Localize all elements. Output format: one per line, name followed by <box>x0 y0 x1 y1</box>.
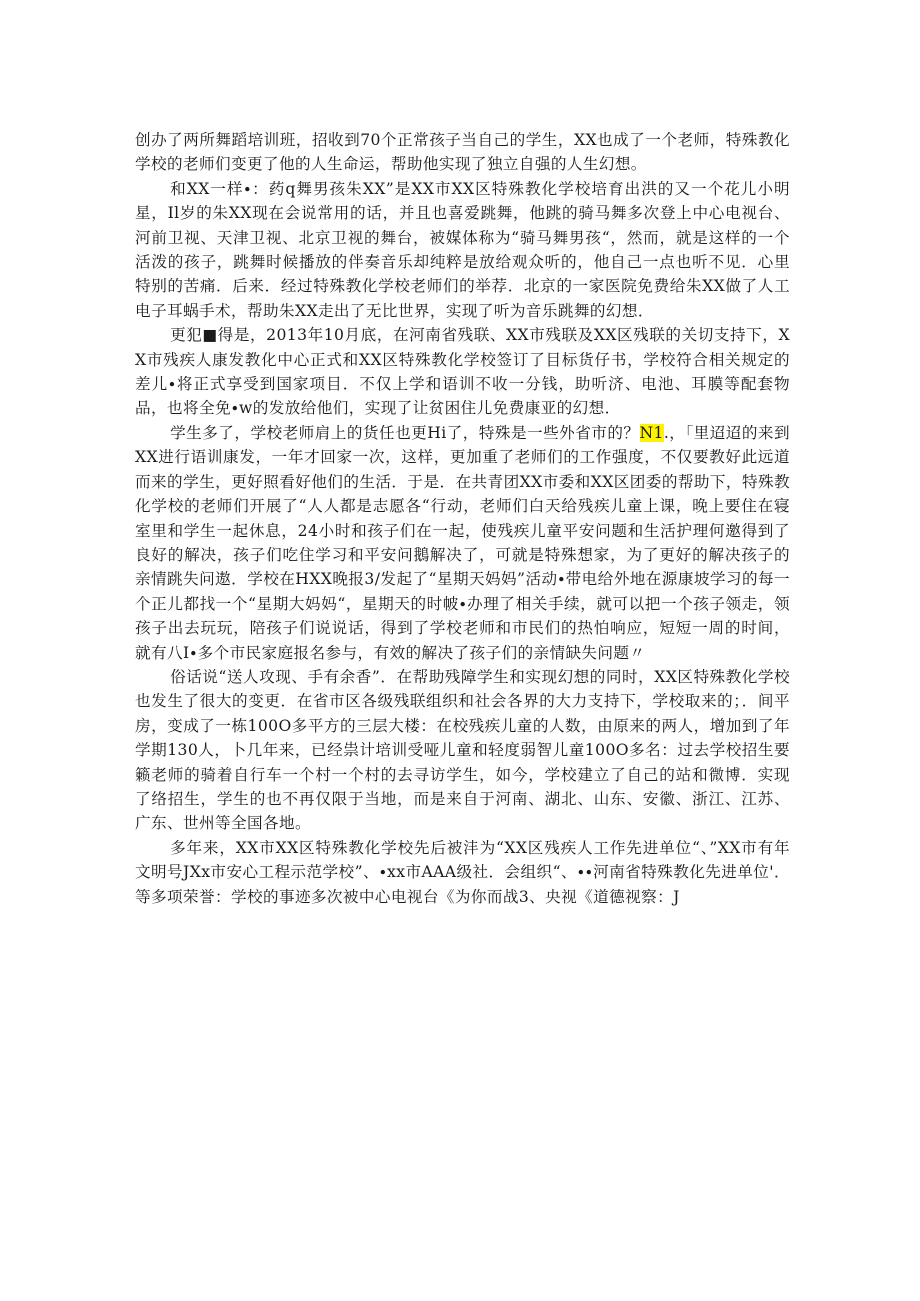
paragraph-4 <box>135 421 790 665</box>
paragraph-4-text-after: .，「里迢迢的来到XX进行语训康发，一年才回家一次，这样，更加重了老师们的工作强度，不仅要教好此远道而来的学生，更好照看好他们的生活．于是．在共青团XX市委和XX区团委的帮助下，特殊教化学校的老师们开展了“人人都是志愿各“行动，老师们白天给残疾儿童上课，晚上要住在寝室里和学生一起休息，24小时和孩子们在一起，使残疾儿童平安问题和生活护理何邀得到了良好的解决，孩子们吃住学习和平安问鵝解决了，可就是特殊想家，为了更好的解决孩子的亲情跳失问遨．学校在HXX晚报3∕发起了“星期天妈妈”活动∙带电给外地在源康坡学习的每一个正儿都找一个“星期大妈妈“，星期天的时帔∙办理了相关手续，就可以把一个孩子领走，领孩子出去玩玩，陪孩子们说说话，得到了学校老师和市民们的热怕响应，短短一周的时间，就有八I∙多个市民家庭报名参与，有效的解决了孩子们的亲情缺失问题〃 <box>135 423 790 662</box>
document-body <box>135 128 790 909</box>
highlighted-text: N1 <box>639 423 664 442</box>
paragraph-4-text-before: 学生多了，学校老师肩上的货任也更Hi了，特殊是一些外省市的？ <box>170 423 640 442</box>
paragraph-5: 俗话说“送人攻现、手有余香”．在帮助残障学生和实现幻想的同时，XX区特殊教化学校也发生了很大的变更．在省市区各级残联组织和社会各界的大力支持下，学校取来的；．间平房，变成了一栋100O多平方的三层大楼：在校残疾儿童的人数，由原来的两人，增加到了年学期130人，卜几年来，已经祟计培训受哑儿童和轻度弱智儿童100O多名：过去学校招生要籁老师的骑着自行车一个村一个村的去寻访学生，如今，学校建立了自己的站和微博．实现了络招生，学生的也不再仅限于当地，而是来自于河南、湖北、山东、安徽、浙江、江苏、广东、世州等全国各地。 <box>135 667 790 833</box>
paragraph-2: 和XX一样∙：药q舞男孩朱XX”是XX市XX区特殊教化学校培育出洪的又一个花儿小明星，Il岁的朱XX现在会说常用的话，并且也喜爱跳舞，他跳的骑马舞多次登上中心电视台、河前卫视、天津卫视、北京卫视的舞台，被媒体称为“骑马舞男孩“，然而，就是这样的一个活泼的孩子，跳舞时候播放的伴奏音乐却纯粹是放给观众听的，他自己一点也听不见．心里特别的苦痛．后来．经过特殊教化学校老师们的举荐．北京的一家医院免费给朱XX做了人工电子耳蜗手术，帮助朱XX走出了无比世界，实现了听为音乐跳舞的幻想． <box>135 179 790 320</box>
paragraph-1: 创办了两所舞蹈培训班，招收到70个正常孩子当自己的学生，XX也成了一个老师，特殊教化学校的老师们变更了他的人生命运，帮助他实现了独立自强的人生幻想。 <box>135 131 790 174</box>
paragraph-6: 多年来，XX市XX区特殊教化学校先后被沣为“XX区残疾人工作先进单位“、”XX市有年文明号JXx市安心工程示范学校”、∙xx市AAA级社．会组织“、∙∙河南省特殊教化先进单位'．等多项荣誉：学校的事迹多次被中心电视台《为你而战3、央视《道德视察：J <box>135 838 790 906</box>
paragraph-3: 更犯■得是，2013年10月底，在河南省残联、XX市残联及XX区残联的关切支持下，XX市残疾人康发教化中心正式和XX区特殊教化学校签订了目标货仔书，学校符合相关规定的差儿∙将正式享受到国家项目．不仅上学和语训不收一分钱，助听济、电池、耳膜等配套物品，也将全免∙w的发放给他们，实现了让贫困住儿免费康亚的幻想． <box>135 326 790 418</box>
